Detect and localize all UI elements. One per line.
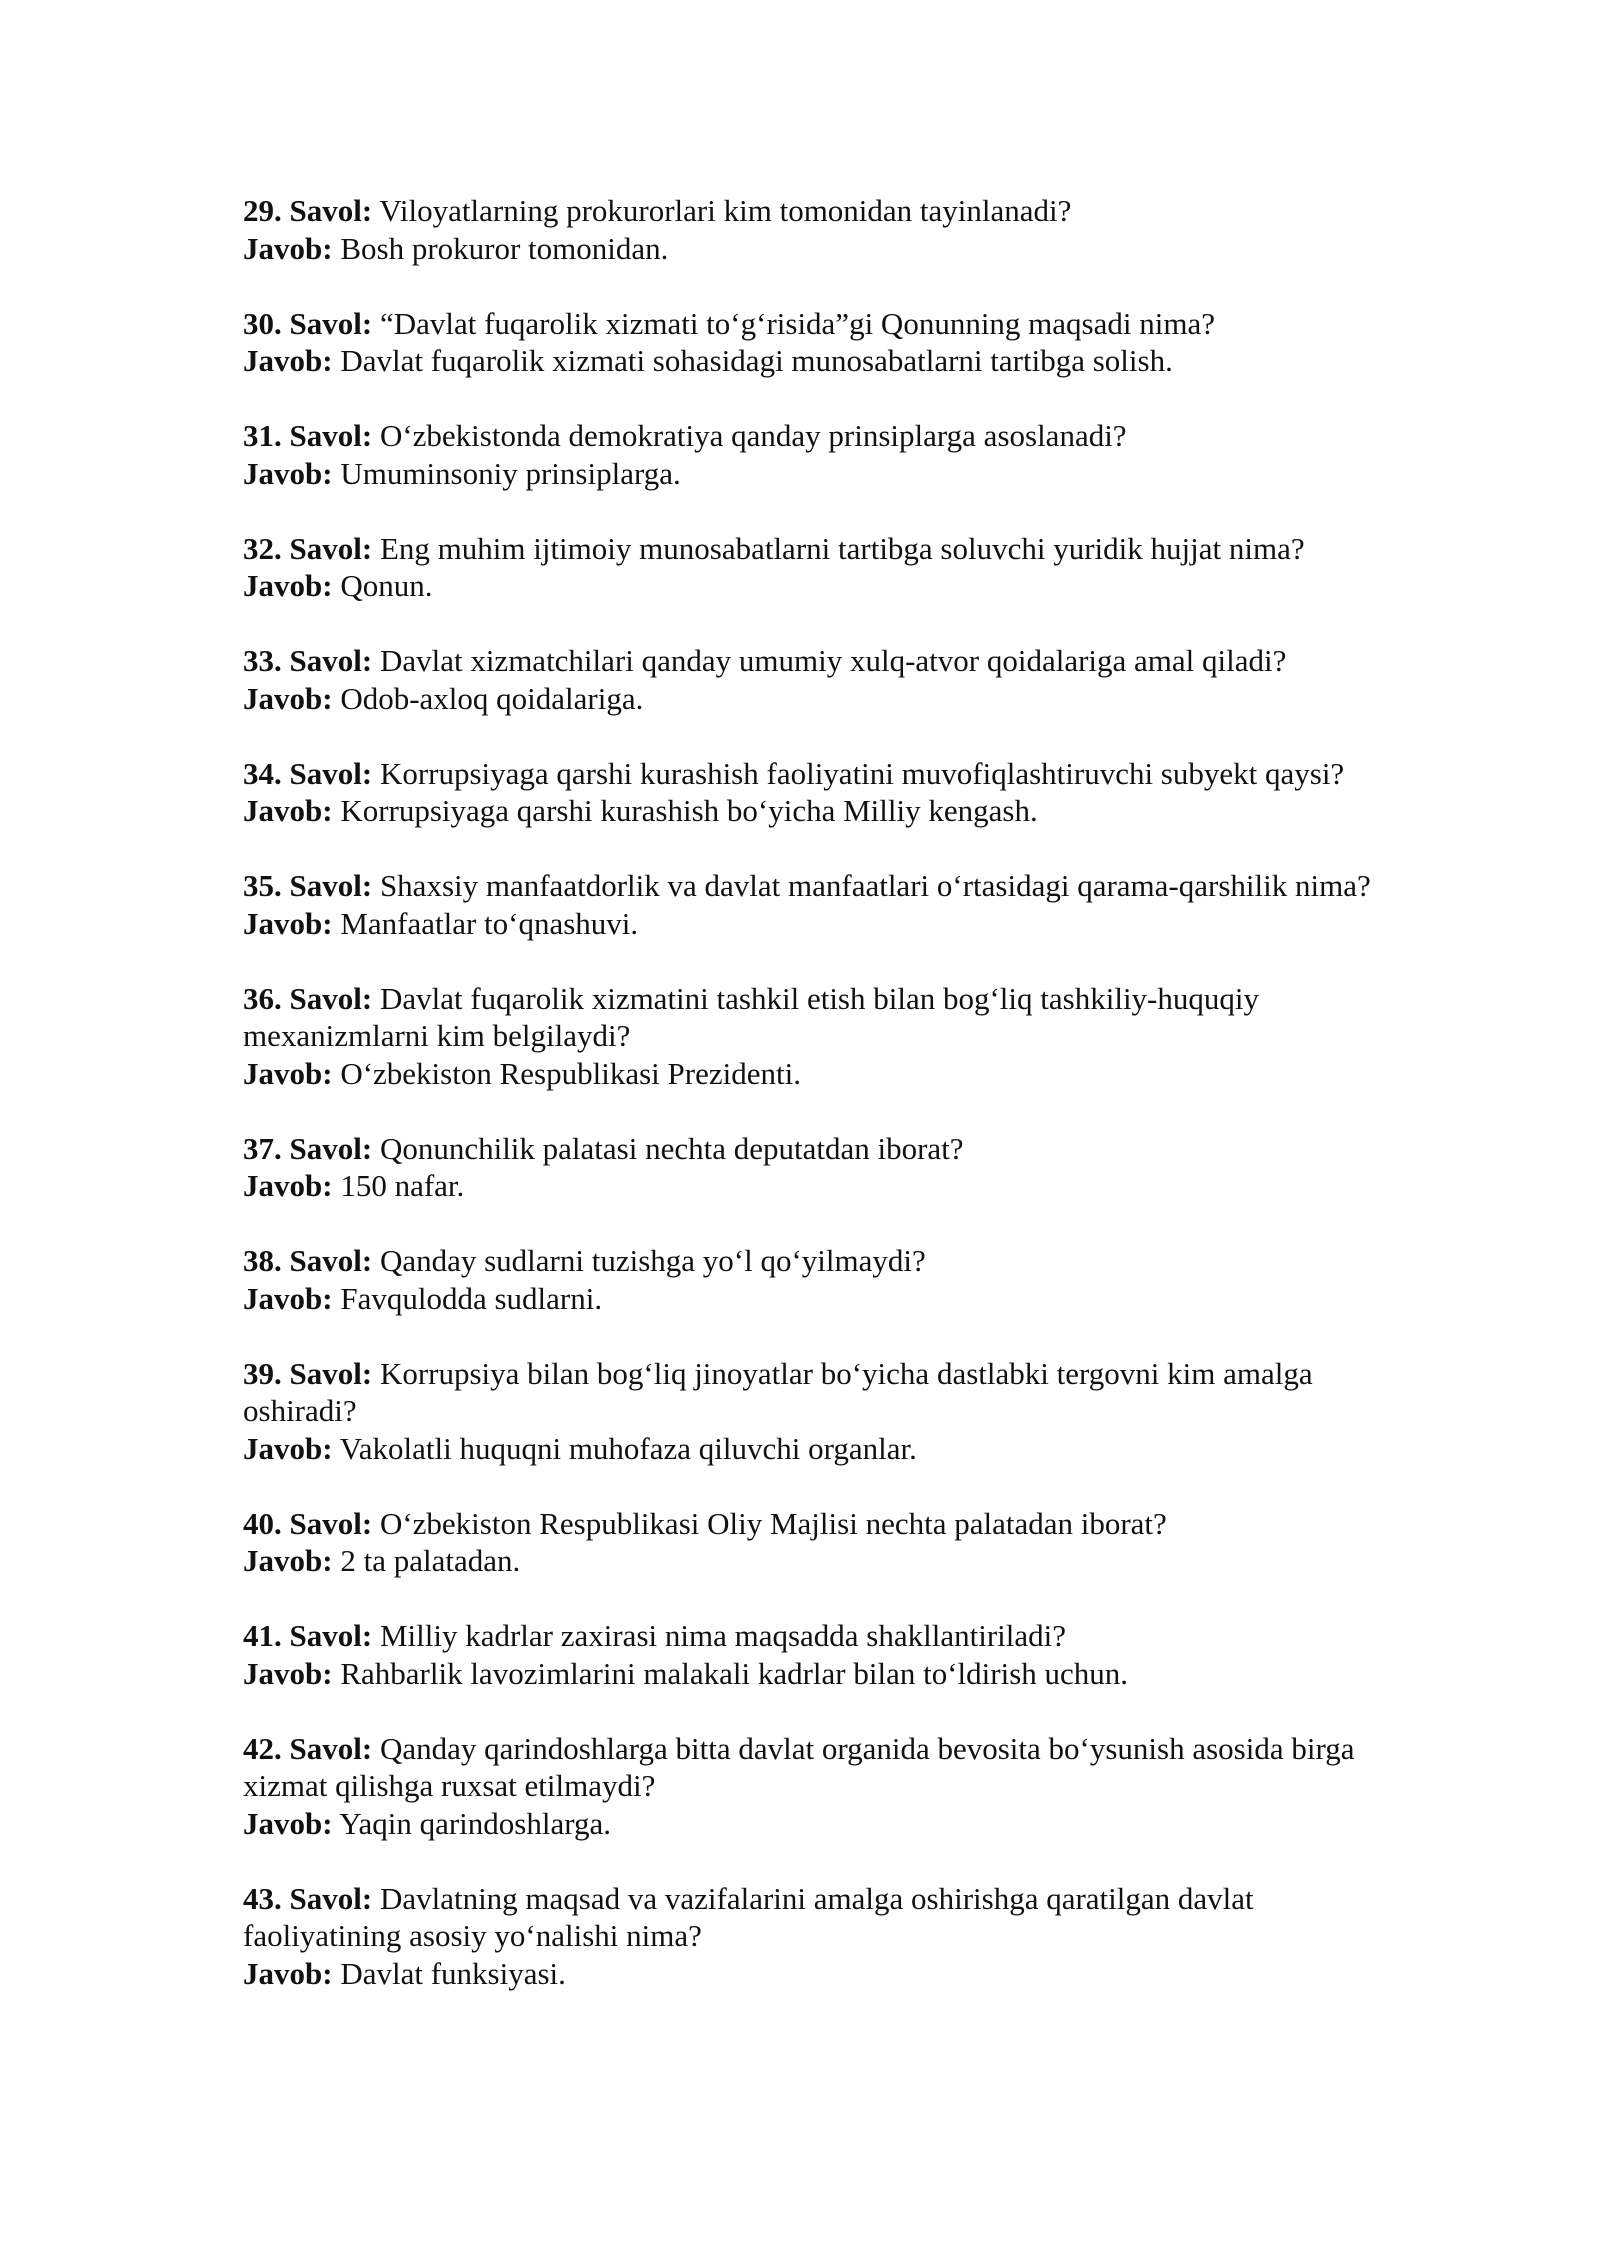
- question-number: 30.: [243, 305, 282, 341]
- question-line: [243, 1505, 1383, 1543]
- answer-line: [243, 230, 1383, 268]
- answer-line: [243, 1655, 1383, 1693]
- qa-item-36: [243, 980, 1383, 1093]
- javob-label: Javob:: [243, 793, 333, 828]
- savol-label: Savol:: [289, 1505, 373, 1541]
- answer-text: 150 nafar.: [340, 1168, 465, 1203]
- savol-label: Savol:: [289, 1618, 373, 1653]
- javob-label: Javob:: [243, 230, 333, 266]
- question-line: [243, 1617, 1383, 1655]
- question-text: Viloyatlarning prokurorlari kim tomonidan tayinlanadi?: [379, 193, 1072, 228]
- savol-label: Savol:: [289, 1243, 373, 1278]
- javob-label: Javob:: [243, 1430, 333, 1466]
- javob-label: Javob:: [243, 680, 333, 716]
- question-number: 40.: [243, 1505, 282, 1541]
- question-line: [243, 305, 1383, 343]
- question-line: [243, 1130, 1383, 1168]
- question-number: 34.: [243, 755, 282, 791]
- qa-item-31: [243, 417, 1383, 492]
- question-line: [243, 1242, 1383, 1280]
- qa-item-38: [243, 1242, 1383, 1317]
- question-number: 41.: [243, 1618, 282, 1653]
- answer-line: [243, 1280, 1383, 1318]
- answer-text: Manfaatlar to‘qnashuvi.: [340, 905, 639, 941]
- answer-text: Odob-axloq qoidalariga.: [340, 680, 644, 716]
- question-line: [243, 980, 1383, 1055]
- question-text: Davlat fuqarolik xizmatini tashkil etish bilan bog‘liq tashkiliy-huquqiy mexanizmlarni kim belgilaydi?: [243, 980, 1259, 1053]
- answer-line: [243, 567, 1383, 605]
- question-text: Eng muhim ijtimoiy munosabatlarni tartibga soluvchi yuridik hujjat nima?: [379, 530, 1305, 566]
- qa-item-29: [243, 192, 1383, 267]
- answer-line: [243, 680, 1383, 718]
- question-text: Qanday qarindoshlarga bitta davlat organida bevosita bo‘ysunish asosida birga xizmat qilishga ruxsat etilmaydi?: [243, 1730, 1355, 1803]
- answer-line: [243, 792, 1383, 830]
- question-number: 39.: [243, 1355, 282, 1391]
- savol-label: Savol:: [289, 193, 373, 228]
- savol-label: Savol:: [289, 305, 373, 341]
- javob-label: Javob:: [243, 905, 333, 941]
- question-number: 43.: [243, 1880, 282, 1916]
- question-text: Korrupsiya bilan bog‘liq jinoyatlar bo‘yicha dastlabki tergovni kim amalga oshiradi?: [243, 1355, 1313, 1428]
- question-text: “Davlat fuqarolik xizmati to‘g‘risida”gi Qonunning maqsadi nima?: [379, 305, 1215, 341]
- javob-label: Javob:: [243, 343, 333, 378]
- savol-label: Savol:: [289, 755, 373, 791]
- question-line: [243, 1355, 1383, 1430]
- javob-label: Javob:: [243, 1655, 333, 1691]
- javob-label: Javob:: [243, 1055, 333, 1091]
- question-line: [243, 192, 1383, 230]
- answer-text: Davlat fuqarolik xizmati sohasidagi munosabatlarni tartibga solish.: [340, 343, 1173, 378]
- savol-label: Savol:: [289, 868, 373, 903]
- question-line: [243, 755, 1383, 793]
- answer-text: 2 ta palatadan.: [340, 1543, 521, 1578]
- question-line: [243, 1730, 1383, 1805]
- qa-item-41: [243, 1617, 1383, 1692]
- question-number: 35.: [243, 868, 282, 903]
- answer-line: [243, 905, 1383, 943]
- savol-label: Savol:: [289, 1355, 373, 1391]
- qa-item-37: [243, 1130, 1383, 1205]
- answer-text: Vakolatli huquqni muhofaza qiluvchi organlar.: [339, 1430, 917, 1466]
- question-text: Shaxsiy manfaatdorlik va davlat manfaatlari o‘rtasidagi qarama-qarshilik nima?: [379, 868, 1371, 903]
- javob-label: Javob:: [243, 568, 333, 603]
- document-page: [243, 192, 1383, 2030]
- javob-label: Javob:: [243, 1168, 333, 1203]
- javob-label: Javob:: [243, 1955, 333, 1991]
- question-number: 33.: [243, 643, 282, 678]
- answer-line: [243, 455, 1383, 493]
- qa-item-39: [243, 1355, 1383, 1468]
- answer-text: Umuminsoniy prinsiplarga.: [340, 455, 681, 491]
- question-number: 37.: [243, 1130, 282, 1166]
- answer-text: O‘zbekiston Respublikasi Prezidenti.: [340, 1055, 801, 1091]
- question-text: Davlat xizmatchilari qanday umumiy xulq-atvor qoidalariga amal qiladi?: [379, 643, 1287, 678]
- qa-item-34: [243, 755, 1383, 830]
- javob-label: Javob:: [243, 455, 333, 491]
- qa-item-32: [243, 530, 1383, 605]
- javob-label: Javob:: [243, 1543, 333, 1578]
- answer-text: Qonun.: [340, 568, 433, 603]
- savol-label: Savol:: [289, 643, 373, 678]
- answer-line: [243, 1430, 1383, 1468]
- savol-label: Savol:: [289, 418, 373, 453]
- savol-label: Savol:: [289, 530, 373, 566]
- answer-text: Rahbarlik lavozimlarini malakali kadrlar bilan to‘ldirish uchun.: [340, 1655, 1129, 1691]
- question-line: [243, 867, 1383, 905]
- question-text: O‘zbekiston Respublikasi Oliy Majlisi nechta palatadan iborat?: [379, 1505, 1167, 1541]
- question-number: 38.: [243, 1243, 282, 1278]
- qa-item-40: [243, 1505, 1383, 1580]
- answer-text: Korrupsiyaga qarshi kurashish bo‘yicha Milliy kengash.: [340, 793, 1038, 828]
- savol-label: Savol:: [289, 980, 373, 1016]
- question-text: Qanday sudlarni tuzishga yo‘l qo‘yilmaydi?: [379, 1243, 926, 1278]
- question-text: Korrupsiyaga qarshi kurashish faoliyatini muvofiqlashtiruvchi subyekt qaysi?: [379, 755, 1345, 791]
- question-line: [243, 642, 1383, 680]
- question-number: 29.: [243, 193, 282, 228]
- answer-line: [243, 1955, 1383, 1993]
- question-number: 31.: [243, 418, 282, 453]
- question-number: 42.: [243, 1730, 282, 1766]
- qa-item-30: [243, 305, 1383, 380]
- answer-text: Yaqin qarindoshlarga.: [339, 1805, 611, 1841]
- question-line: [243, 530, 1383, 568]
- savol-label: Savol:: [289, 1730, 373, 1766]
- answer-text: Favqulodda sudlarni.: [340, 1280, 603, 1316]
- question-number: 36.: [243, 980, 282, 1016]
- savol-label: Savol:: [289, 1880, 373, 1916]
- qa-item-43: [243, 1880, 1383, 1993]
- question-line: [243, 417, 1383, 455]
- question-text: Davlatning maqsad va vazifalarini amalga oshirishga qaratilgan davlat faoliyatining asosiy yo‘nalishi nima?: [243, 1880, 1254, 1953]
- answer-text: Davlat funksiyasi.: [340, 1955, 566, 1991]
- question-text: Qonunchilik palatasi nechta deputatdan iborat?: [379, 1130, 964, 1166]
- answer-text: Bosh prokuror tomonidan.: [340, 230, 669, 266]
- question-line: [243, 1880, 1383, 1955]
- savol-label: Savol:: [289, 1130, 373, 1166]
- qa-item-33: [243, 642, 1383, 717]
- answer-line: [243, 1542, 1383, 1580]
- question-text: O‘zbekistonda demokratiya qanday prinsiplarga asoslanadi?: [379, 418, 1127, 453]
- javob-label: Javob:: [243, 1805, 333, 1841]
- qa-item-42: [243, 1730, 1383, 1843]
- answer-line: [243, 1805, 1383, 1843]
- question-text: Milliy kadrlar zaxirasi nima maqsadda shakllantiriladi?: [379, 1618, 1067, 1653]
- answer-line: [243, 1167, 1383, 1205]
- javob-label: Javob:: [243, 1280, 333, 1316]
- qa-item-35: [243, 867, 1383, 942]
- answer-line: [243, 1055, 1383, 1093]
- answer-line: [243, 342, 1383, 380]
- question-number: 32.: [243, 530, 282, 566]
